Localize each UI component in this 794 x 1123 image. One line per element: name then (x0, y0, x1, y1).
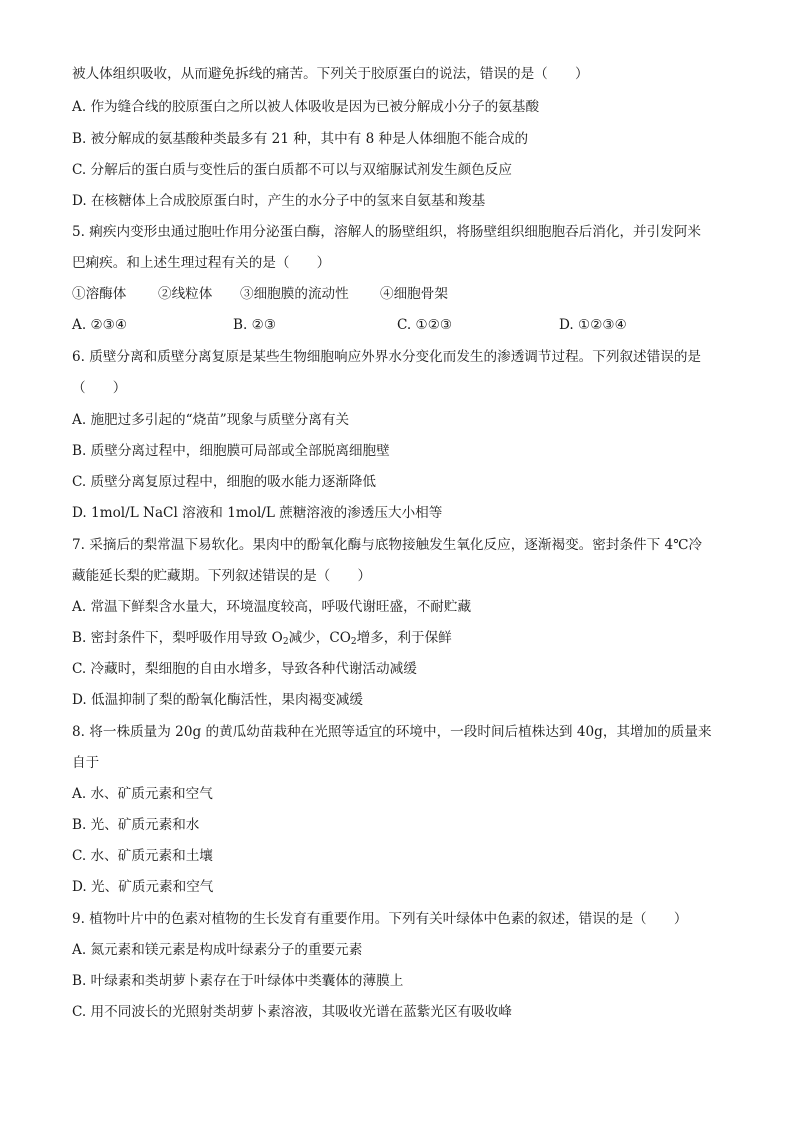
q4-option-d: D. 在核糖体上合成胶原蛋白时，产生的水分子中的氢来自氨基和羧基 (72, 193, 486, 209)
q9-option-c: C. 用不同波长的光照射类胡萝卜素溶液，其吸收光谱在蓝紫光区有吸收峰 (72, 1004, 512, 1020)
q8-option-d: D. 光、矿质元素和空气 (72, 879, 214, 895)
question-5-stem-line1: 5. 痢疾内变形虫通过胞吐作用分泌蛋白酶，溶解人的肠壁组织，将肠壁组织细胞胞吞后消化，并引发阿米 (72, 224, 702, 240)
q7-option-d: D. 低温抑制了梨的酚氧化酶活性，果肉褐变减缓 (72, 692, 363, 708)
q6-option-a: A. 施肥过多引起的“烧苗”现象与质壁分离有关 (72, 412, 350, 428)
question-7-stem-line1: 7. 采摘后的梨常温下易软化。果肉中的酚氧化酶与底物接触发生氧化反应，逐渐褐变。密封条件下 4℃冷 (72, 537, 702, 553)
question-9-stem: 9. 植物叶片中的色素对植物的生长发育有重要作用。下列有关叶绿体中色素的叙述，错误的是（ ） (72, 911, 688, 927)
q5-option-b: B. ②③ (233, 317, 277, 333)
q5-option-a: A. ②③④ (72, 317, 128, 333)
question-4-stem: 被人体组织吸收，从而避免拆线的痛苦。下列关于胶原蛋白的说法，错误的是（ ） (72, 66, 589, 82)
question-5-stem-line2: 巴痢疾。和上述生理过程有关的是（ ） (72, 255, 331, 271)
question-6-stem-line1: 6. 质壁分离和质壁分离复原是某些生物细胞响应外界水分变化而发生的渗透调节过程。下列叙述错误的是 (72, 349, 702, 365)
q7-option-c: C. 冷藏时，梨细胞的自由水增多，导致各种代谢活动减缓 (72, 661, 417, 677)
q5-option-c: C. ①②③ (397, 317, 453, 333)
q5-item-2: ②线粒体 (158, 286, 213, 302)
q5-option-d: D. ①②③④ (559, 317, 627, 333)
question-7-stem-line2: 藏能延长梨的贮藏期。下列叙述错误的是（ ） (72, 568, 372, 584)
question-6-stem-line2: （ ） (72, 380, 127, 396)
q9-option-a: A. 氮元素和镁元素是构成叶绿素分子的重要元素 (72, 942, 363, 958)
q5-item-3: ③细胞膜的流动性 (240, 286, 349, 302)
q4-option-a: A. 作为缝合线的胶原蛋白之所以被人体吸收是因为已被分解成小分子的氨基酸 (72, 99, 540, 115)
q7-option-b: B. 密封条件下，梨呼吸作用导致 $O_2$减少，$CO_2$增多，利于保鲜 (72, 630, 452, 647)
q6-option-c: C. 质壁分离复原过程中，细胞的吸水能力逐渐降低 (72, 474, 377, 490)
q7-option-a: A. 常温下鲜梨含水量大，环境温度较高，呼吸代谢旺盛，不耐贮藏 (72, 599, 472, 615)
q8-option-c: C. 水、矿质元素和土壤 (72, 848, 213, 864)
q5-item-4: ④细胞骨架 (380, 286, 448, 302)
q4-option-b: B. 被分解成的氨基酸种类最多有 21 种，其中有 8 种是人体细胞不能合成的 (72, 131, 529, 147)
q6-option-d: D. 1mol/L NaCl 溶液和 1mol/L 蔗糖溶液的渗透压大小相等 (72, 505, 443, 521)
question-8-stem-line2: 自于 (72, 755, 100, 771)
q8-option-b: B. 光、矿质元素和水 (72, 817, 200, 833)
q9-option-b: B. 叶绿素和类胡萝卜素存在于叶绿体中类囊体的薄膜上 (72, 973, 404, 989)
q6-option-b: B. 质壁分离过程中，细胞膜可局部或全部脱离细胞壁 (72, 443, 390, 459)
q5-item-1: ①溶酶体 (72, 286, 127, 302)
q8-option-a: A. 水、矿质元素和空气 (72, 786, 213, 802)
q4-option-c: C. 分解后的蛋白质与变性后的蛋白质都不可以与双缩脲试剂发生颜色反应 (72, 162, 512, 178)
question-8-stem-line1: 8. 将一株质量为 20g 的黄瓜幼苗栽种在光照等适宜的环境中，一段时间后植株达到 40g，其增加的质量来 (72, 724, 712, 740)
